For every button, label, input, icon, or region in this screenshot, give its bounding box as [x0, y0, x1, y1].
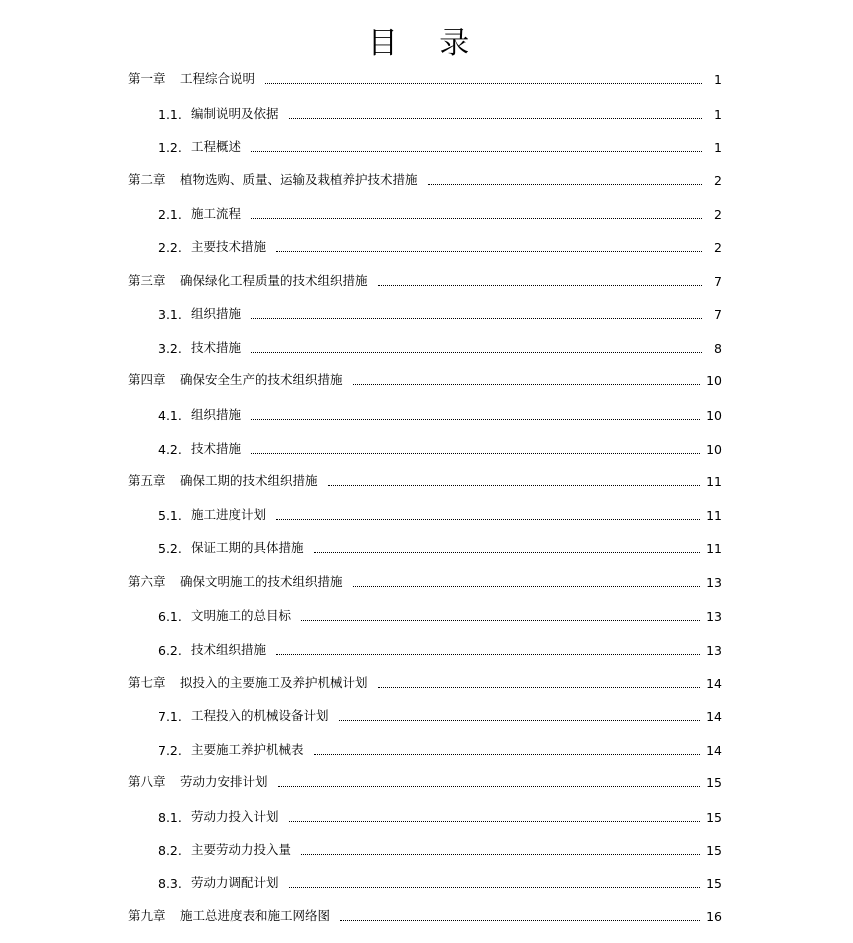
toc-entry-number: 4.1.: [158, 408, 182, 423]
toc-section-entry[interactable]: [158, 838, 722, 858]
toc-entry-label: 确保绿化工程质量的技术组织措施: [180, 273, 368, 288]
toc-entry-number: 第二章: [128, 172, 166, 187]
dot-leader: [289, 886, 701, 888]
toc-section-entry[interactable]: [158, 871, 722, 891]
toc-entry-number: 第九章: [128, 908, 166, 923]
toc-entry-number: 8.2.: [158, 843, 182, 858]
toc-entry-label: 文明施工的总目标: [191, 608, 292, 623]
dot-leader: [301, 619, 700, 621]
toc-entry-page-number: 13: [706, 609, 722, 624]
toc-entry-page-number: 10: [706, 408, 722, 423]
toc-entry-label: 工程概述: [191, 139, 242, 154]
toc-entry-label: 技术组织措施: [191, 642, 267, 657]
toc-entry-label: 主要劳动力投入量: [191, 842, 292, 857]
toc-entry-page-number: 15: [706, 843, 722, 858]
dot-leader: [251, 418, 700, 420]
toc-entry-page-number: 2: [714, 207, 722, 222]
dot-leader: [276, 653, 700, 655]
toc-entry-label: 确保安全生产的技术组织措施: [180, 372, 343, 387]
toc-entry-label: 确保文明施工的技术组织措施: [180, 574, 343, 589]
toc-entry-number: 2.2.: [158, 240, 182, 255]
toc-entry-number: 8.1.: [158, 810, 182, 825]
dot-leader: [353, 383, 701, 385]
toc-entry-number: 第三章: [128, 273, 166, 288]
toc-entry-label: 工程投入的机械设备计划: [191, 708, 329, 723]
toc-entry-page-number: 15: [706, 876, 722, 891]
toc-section-entry[interactable]: [158, 235, 722, 255]
toc-entry-label: 施工总进度表和施工网络图: [180, 908, 331, 923]
toc-entry-page-number: 2: [714, 240, 722, 255]
toc-entry-number: 5.2.: [158, 541, 182, 556]
toc-entry-page-number: 10: [706, 373, 722, 388]
toc-entry-page-number: 11: [706, 541, 722, 556]
toc-entry-page-number: 13: [706, 575, 722, 590]
toc-entry-number: 2.1.: [158, 207, 182, 222]
toc-entry-label: 拟投入的主要施工及养护机械计划: [180, 675, 368, 690]
toc-entry-page-number: 8: [714, 341, 722, 356]
toc-entry-label: 施工流程: [191, 206, 242, 221]
toc-section-entry[interactable]: [158, 135, 722, 155]
toc-entry-label: 劳动力投入计划: [191, 809, 279, 824]
toc-entry-page-number: 15: [706, 810, 722, 825]
dot-leader: [278, 785, 701, 787]
toc-entry-page-number: 7: [714, 274, 722, 289]
toc-entry-number: 第四章: [128, 372, 166, 387]
toc-entry-page-number: 11: [706, 474, 722, 489]
toc-entry-page-number: 14: [706, 676, 722, 691]
dot-leader: [265, 82, 702, 84]
dot-leader: [251, 317, 702, 319]
toc-entry-label: 主要技术措施: [191, 239, 267, 254]
toc-entry-page-number: 14: [706, 743, 722, 758]
toc-entry-number: 3.1.: [158, 307, 182, 322]
toc-entry-number: 1.1.: [158, 107, 182, 122]
dot-leader: [251, 217, 702, 219]
toc-chapter-entry[interactable]: [128, 368, 722, 388]
toc-entry-label: 保证工期的具体措施: [191, 540, 304, 555]
toc-entry-number: 1.2.: [158, 140, 182, 155]
toc-entry-page-number: 16: [706, 909, 722, 924]
toc-entry-label: 技术措施: [191, 340, 242, 355]
toc-section-entry[interactable]: [158, 604, 722, 624]
dot-leader: [276, 518, 700, 520]
toc-section-entry[interactable]: [158, 503, 722, 523]
toc-section-entry[interactable]: [158, 638, 722, 658]
toc-entry-number: 第五章: [128, 473, 166, 488]
toc-entry-number: 6.1.: [158, 609, 182, 624]
toc-chapter-entry[interactable]: [128, 904, 722, 924]
toc-chapter-entry[interactable]: [128, 168, 722, 188]
toc-entry-number: 第七章: [128, 675, 166, 690]
toc-entry-number: 7.1.: [158, 709, 182, 724]
toc-chapter-entry[interactable]: [128, 570, 722, 590]
toc-section-entry[interactable]: [158, 536, 722, 556]
toc-entry-number: 4.2.: [158, 442, 182, 457]
toc-entry-number: 6.2.: [158, 643, 182, 658]
dot-leader: [314, 753, 701, 755]
toc-entry-page-number: 11: [706, 508, 722, 523]
toc-chapter-entry[interactable]: [128, 469, 722, 489]
dot-leader: [378, 686, 701, 688]
toc-entry-label: 组织措施: [191, 407, 242, 422]
toc-entry-label: 工程综合说明: [180, 71, 256, 86]
toc-entry-page-number: 1: [714, 72, 722, 87]
dot-leader: [251, 452, 700, 454]
toc-entry-label: 技术措施: [191, 441, 242, 456]
toc-entry-number: 3.2.: [158, 341, 182, 356]
toc-entry-page-number: 1: [714, 107, 722, 122]
dot-leader: [251, 351, 702, 353]
toc-entry-page-number: 14: [706, 709, 722, 724]
toc-entry-label: 植物选购、质量、运输及栽植养护技术措施: [180, 172, 418, 187]
toc-entry-number: 5.1.: [158, 508, 182, 523]
toc-section-entry[interactable]: [158, 336, 722, 356]
toc-entry-page-number: 2: [714, 173, 722, 188]
dot-leader: [378, 284, 702, 286]
toc-section-entry[interactable]: [158, 102, 722, 122]
toc-entry-page-number: 10: [706, 442, 722, 457]
toc-section-entry[interactable]: [158, 704, 722, 724]
toc-entry-number: 8.3.: [158, 876, 182, 891]
toc-entry-number: 7.2.: [158, 743, 182, 758]
toc-entry-page-number: 1: [714, 140, 722, 155]
toc-entry-label: 施工进度计划: [191, 507, 267, 522]
toc-section-entry[interactable]: [158, 738, 722, 758]
toc-entry-label: 组织措施: [191, 306, 242, 321]
toc-entry-label: 劳动力调配计划: [191, 875, 279, 890]
toc-chapter-entry[interactable]: [128, 770, 722, 790]
toc-section-entry[interactable]: [158, 437, 722, 457]
toc-entry-page-number: 7: [714, 307, 722, 322]
toc-chapter-entry[interactable]: [128, 269, 722, 289]
dot-leader: [353, 585, 701, 587]
toc-entry-page-number: 15: [706, 775, 722, 790]
toc-chapter-entry[interactable]: [128, 67, 722, 87]
toc-entry-label: 主要施工养护机械表: [191, 742, 304, 757]
dot-leader: [339, 719, 701, 721]
dot-leader: [328, 484, 701, 486]
dot-leader: [314, 551, 701, 553]
toc-entry-label: 劳动力安排计划: [180, 774, 268, 789]
toc-entry-page-number: 13: [706, 643, 722, 658]
dot-leader: [428, 183, 702, 185]
toc-title: 目 录: [367, 26, 486, 61]
dot-leader: [276, 250, 702, 252]
dot-leader: [251, 150, 702, 152]
dot-leader: [301, 853, 700, 855]
toc-section-entry[interactable]: [158, 302, 722, 322]
toc-entry-label: 确保工期的技术组织措施: [180, 473, 318, 488]
toc-entry-label: 编制说明及依据: [191, 106, 279, 121]
toc-entry-number: 第六章: [128, 574, 166, 589]
toc-chapter-entry[interactable]: [128, 671, 722, 691]
toc-section-entry[interactable]: [158, 202, 722, 222]
toc-section-entry[interactable]: [158, 403, 722, 423]
toc-entry-number: 第一章: [128, 71, 166, 86]
toc-section-entry[interactable]: [158, 805, 722, 825]
toc-entry-number: 第八章: [128, 774, 166, 789]
dot-leader: [340, 919, 700, 921]
dot-leader: [289, 820, 701, 822]
dot-leader: [289, 117, 702, 119]
